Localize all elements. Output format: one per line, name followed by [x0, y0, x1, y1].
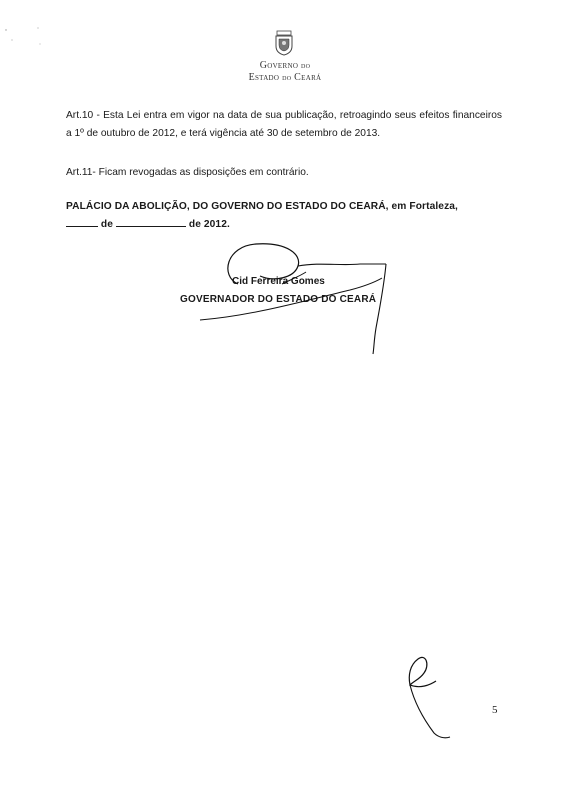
palace-closing — [66, 198, 502, 234]
header-do-2: do — [282, 73, 292, 82]
article-11: Art.11- Ficam revogadas as disposições em contrário. — [66, 167, 309, 178]
header-ceara: Ceará — [294, 72, 322, 83]
signatory-title: GOVERNADOR DO ESTADO DO CEARÁ — [180, 294, 377, 305]
header-line-2 — [200, 72, 370, 84]
palace-year: de 2012. — [185, 219, 230, 230]
handwritten-signature — [190, 236, 400, 356]
scan-speck-marks — [0, 0, 50, 60]
header-line-1 — [200, 60, 370, 72]
page-number: 5 — [492, 704, 498, 716]
header-estado: Estado — [248, 72, 280, 83]
state-coat-of-arms-icon — [274, 30, 294, 56]
palace-de: de — [98, 219, 116, 230]
month-blank — [116, 216, 186, 227]
day-blank — [66, 216, 98, 227]
handwritten-initials — [400, 645, 460, 740]
palace-line: PALÁCIO DA ABOLIÇÃO, DO GOVERNO DO ESTADO DO CEARÁ, em Fortaleza, — [66, 201, 458, 212]
article-10: Art.10 - Esta Lei entra em vigor na data de sua publicação, retroagindo seus efeitos financeiros a 1º de outubro de 2012, e terá vigência até 30 de setembro de 2013. — [66, 110, 502, 139]
signatory-name: Cid Ferreira Gomes — [232, 276, 325, 287]
government-header — [200, 60, 370, 84]
header-do-1: do — [301, 61, 311, 70]
header-governo: Governo — [259, 60, 299, 71]
